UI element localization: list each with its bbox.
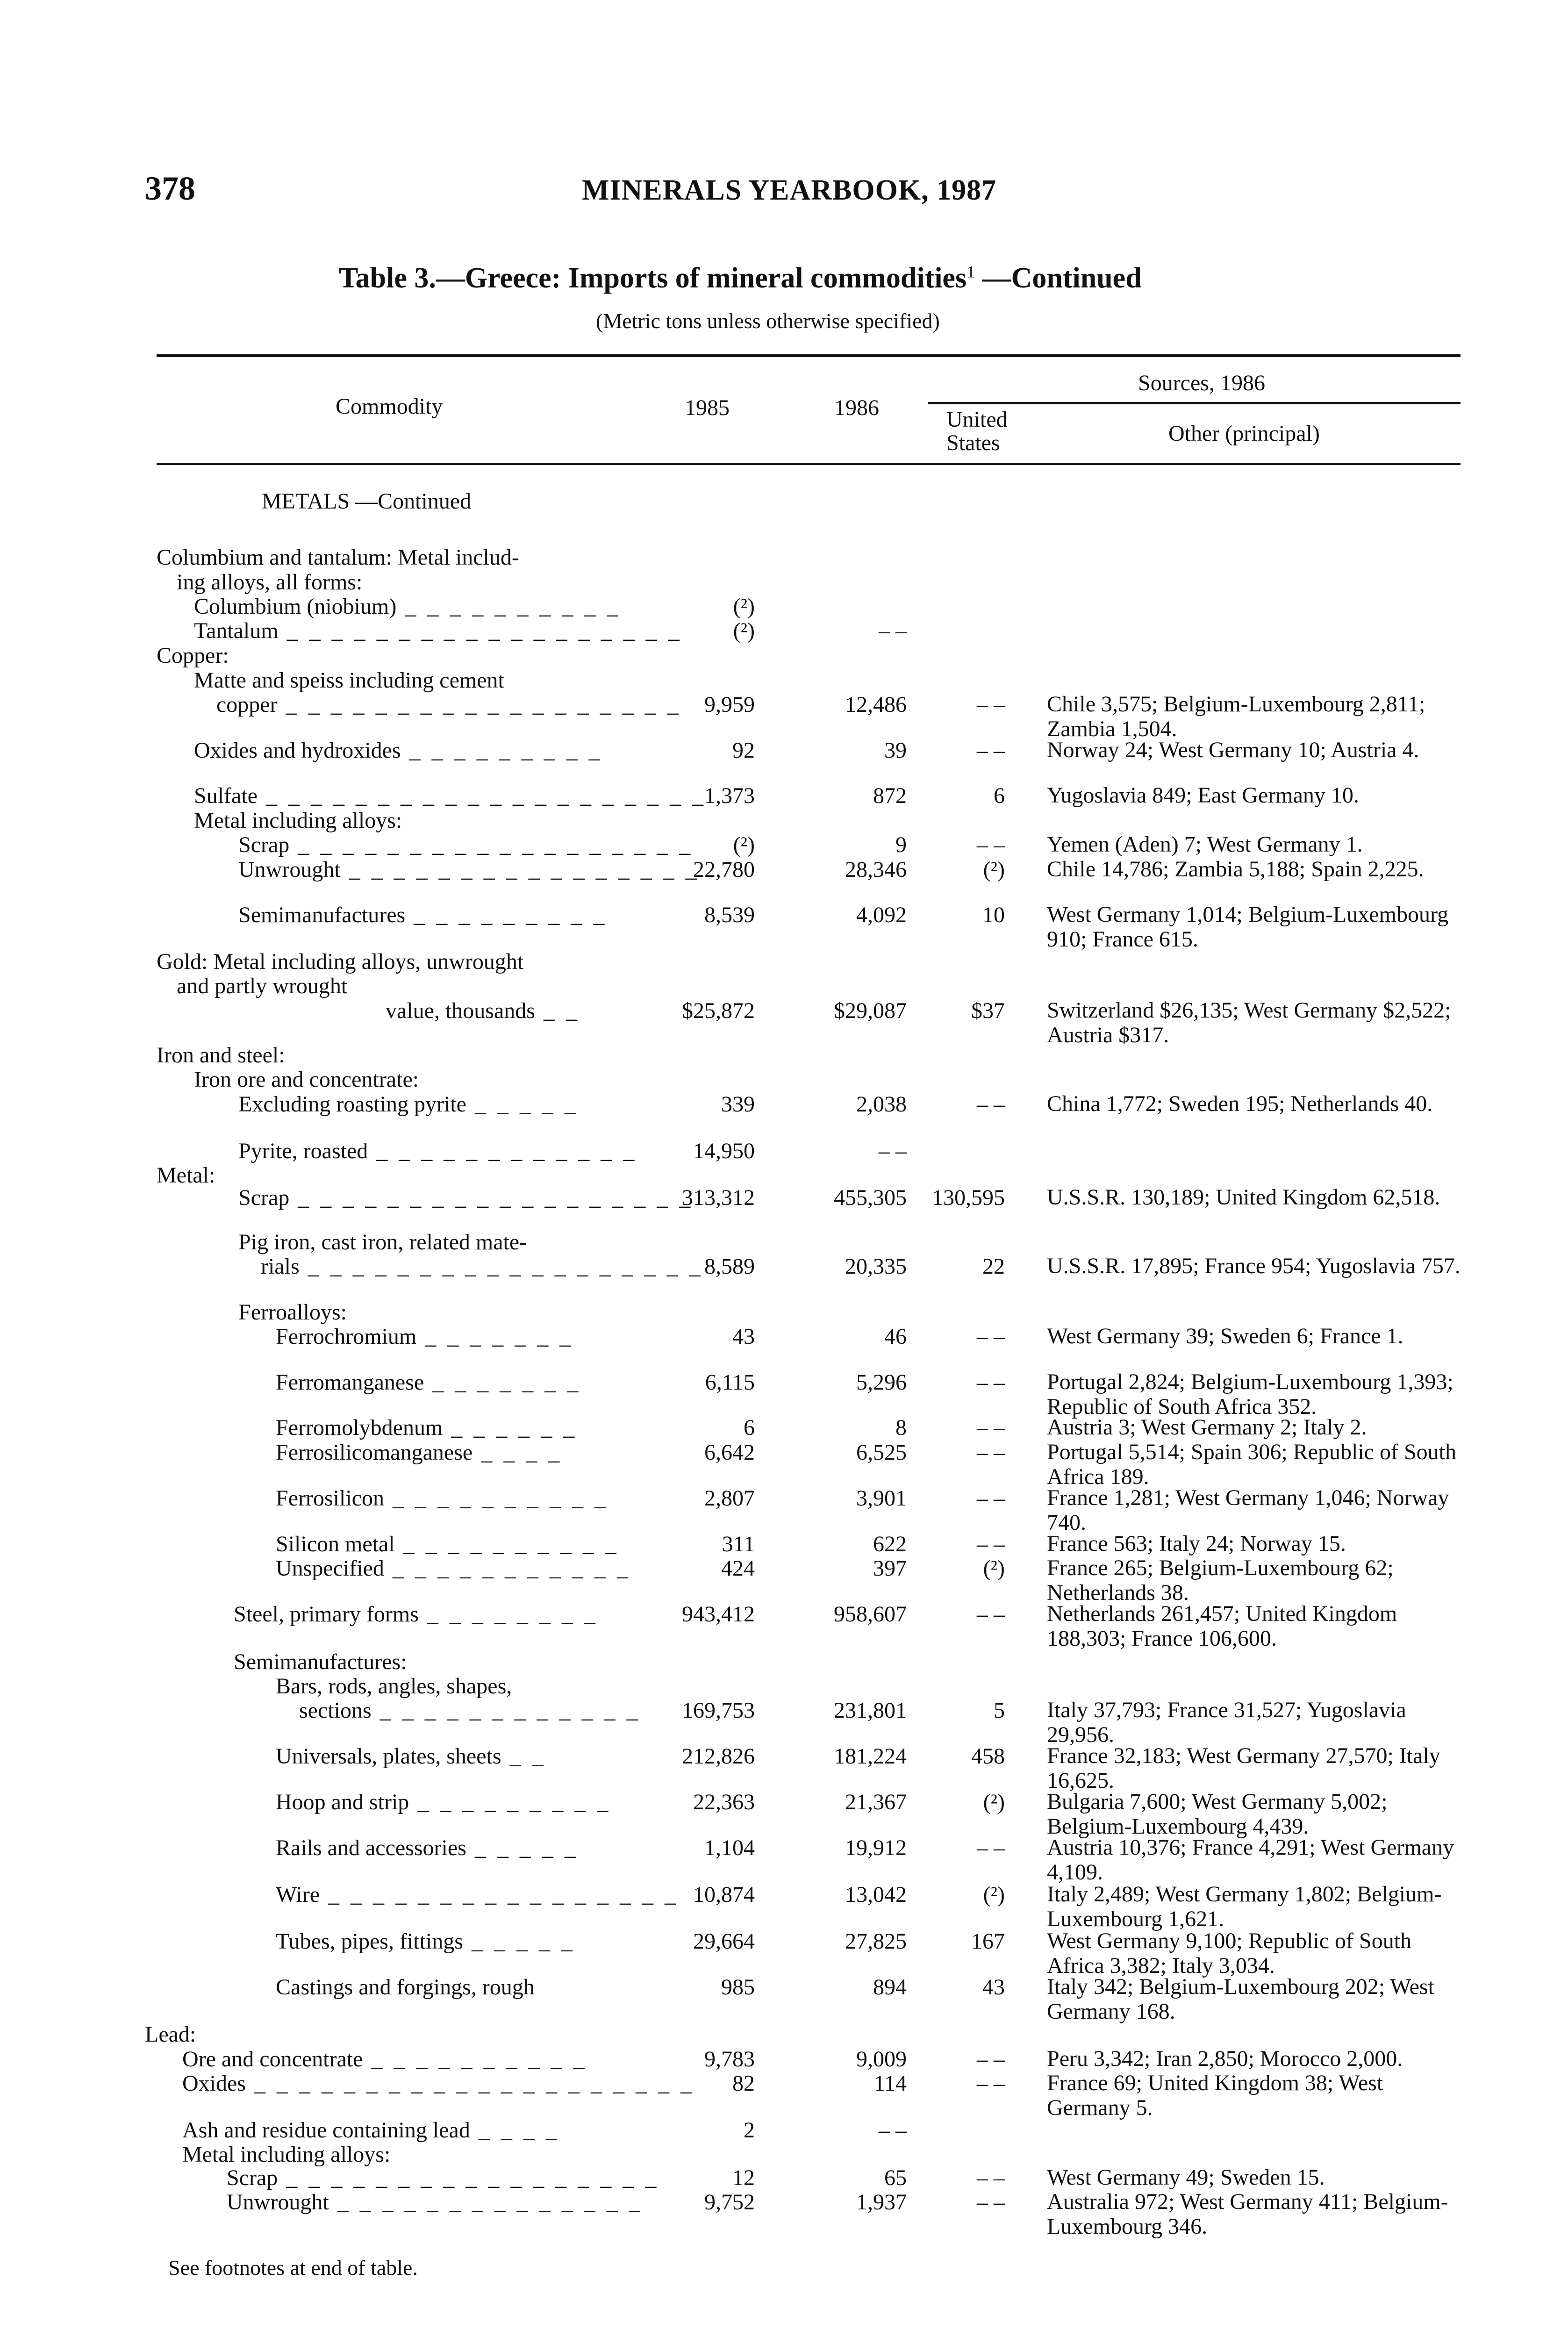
value-united-states: – – (977, 1486, 1005, 1511)
value-1986: 5,296 (856, 1370, 907, 1395)
value-1986: 65 (884, 2165, 907, 2190)
row-label-text: Tantalum (194, 618, 279, 643)
value-1986: 181,224 (834, 1744, 907, 1769)
row-label (276, 1369, 581, 1395)
value-united-states: (²) (983, 857, 1005, 882)
value-1986: 114 (873, 2071, 907, 2096)
value-1985: 14,950 (693, 1139, 755, 1163)
row-label (182, 2142, 390, 2167)
table-title-text: Table 3.—Greece: Imports of mineral commodities (339, 262, 967, 294)
row-label-text: Ash and residue containing lead (182, 2118, 470, 2143)
value-other-principal: Switzerland $26,135; West Germany $2,522; Austria $317. (1047, 998, 1451, 1047)
row-label (276, 1673, 512, 1699)
value-united-states: – – (977, 1835, 1005, 1860)
table-title-suffix: —Continued (975, 262, 1142, 294)
row-label (234, 1649, 407, 1675)
value-other-principal: France 32,183; West Germany 27,570; Italy 16,625. (1047, 1743, 1440, 1793)
value-united-states: – – (977, 2071, 1005, 2096)
value-1986: 19,912 (845, 1835, 907, 1860)
value-united-states: 5 (994, 1698, 1005, 1723)
value-1986: 872 (873, 783, 907, 808)
row-label (276, 1485, 609, 1511)
row-label (194, 618, 682, 644)
value-1985: 1,373 (704, 783, 755, 808)
row-label (238, 857, 700, 882)
value-united-states: $37 (971, 998, 1005, 1023)
row-label-text: Unspecified (276, 1556, 384, 1581)
value-other-principal: France 69; United Kingdom 38; West Germany 5. (1047, 2071, 1383, 2120)
value-united-states: (²) (983, 1790, 1005, 1814)
value-1986: – – (879, 618, 907, 643)
row-label-text: Castings and forgings, rough (276, 1975, 535, 2000)
value-1985: 43 (732, 1324, 755, 1349)
row-label-text: rials (261, 1254, 300, 1279)
leader-dots: _ _ (501, 1744, 546, 1769)
value-united-states: 167 (971, 1929, 1005, 1954)
value-1985: 10,874 (693, 1882, 755, 1907)
value-other-principal: West Germany 49; Sweden 15. (1047, 2165, 1325, 2190)
value-1985: 22,363 (693, 1790, 755, 1814)
row-label-text: Bars, rods, angles, shapes, (276, 1674, 512, 1699)
value-1985: 2,807 (704, 1486, 755, 1511)
value-other-principal: U.S.S.R. 130,189; United Kingdom 62,518. (1047, 1185, 1440, 1210)
row-label-text: copper (216, 692, 278, 717)
value-1986: 622 (873, 1532, 907, 1556)
value-united-states: 130,595 (932, 1185, 1005, 1210)
row-label-text: and partly wrought (177, 974, 348, 998)
value-1985: 8,539 (704, 903, 755, 927)
row-label (157, 1162, 215, 1188)
value-united-states: – – (977, 2165, 1005, 2190)
leader-dots: _ _ _ _ _ _ _ (416, 1324, 574, 1349)
value-united-states: (²) (983, 1882, 1005, 1907)
row-label (276, 1743, 546, 1769)
value-other-principal: Netherlands 261,457; United Kingdom 188,303; France 106,600. (1047, 1601, 1397, 1651)
value-1986: 12,486 (845, 692, 907, 717)
leader-dots: _ _ _ _ _ _ _ _ _ (409, 1790, 611, 1814)
row-label-text: Metal including alloys: (194, 808, 402, 833)
row-label-text: Columbium (niobium) (194, 594, 397, 619)
leader-dots: _ _ _ _ _ _ _ (424, 1370, 581, 1395)
value-other-principal: West Germany 39; Sweden 6; France 1. (1047, 1324, 1403, 1348)
value-1986: 6,525 (856, 1440, 907, 1465)
value-1985: 29,664 (693, 1929, 755, 1954)
row-label-text: Tubes, pipes, fittings (276, 1929, 463, 1954)
row-label-text: Iron ore and concentrate: (194, 1067, 419, 1092)
value-other-principal: Chile 3,575; Belgium-Luxembourg 2,811; Zambia 1,504. (1047, 692, 1425, 741)
value-1986: 39 (884, 738, 907, 763)
table-subtitle: (Metric tons unless otherwise specified) (596, 309, 940, 333)
value-other-principal: Italy 2,489; West Germany 1,802; Belgium-Luxembourg 1,621. (1047, 1882, 1442, 1931)
row-label-text: Scrap (227, 2165, 278, 2190)
value-1986: 27,825 (845, 1929, 907, 1954)
value-1986: 958,607 (834, 1602, 907, 1627)
value-1986: 231,801 (834, 1698, 907, 1723)
row-label (234, 1601, 598, 1627)
leader-dots: _ _ _ _ _ _ _ _ _ (405, 903, 608, 927)
value-united-states: – – (977, 2190, 1005, 2215)
leader-dots: _ _ _ _ _ _ _ _ _ _ _ _ _ _ _ _ (320, 1882, 679, 1907)
value-other-principal: Portugal 5,514; Spain 306; Republic of South Africa 189. (1047, 1440, 1456, 1489)
row-label (276, 1531, 619, 1557)
value-other-principal: Yemen (Aden) 7; West Germany 1. (1047, 832, 1363, 857)
leader-dots: _ _ _ _ _ _ _ _ _ _ _ _ (371, 1698, 641, 1723)
header-states: States (946, 430, 1000, 455)
row-label (262, 488, 471, 514)
row-label (177, 973, 347, 999)
value-1985: 6 (744, 1415, 755, 1440)
value-other-principal: Peru 3,342; Iran 2,850; Morocco 2,000. (1047, 2046, 1403, 2071)
row-label (194, 667, 504, 693)
row-label (261, 1254, 703, 1279)
row-label-text: Unwrought (227, 2190, 329, 2215)
row-label-text: Ferroalloys: (238, 1300, 347, 1325)
value-1985: 943,412 (682, 1602, 755, 1627)
value-1985: (²) (733, 618, 755, 643)
row-label-text: Copper: (157, 643, 229, 668)
value-united-states: – – (977, 1092, 1005, 1117)
row-label (194, 594, 621, 619)
leader-dots: _ _ _ _ _ _ _ _ _ _ _ _ _ _ _ _ _ (278, 2165, 659, 2190)
leader-dots: _ _ _ _ _ (463, 1929, 575, 1954)
value-united-states: – – (977, 1602, 1005, 1627)
row-label-text: Metal: (157, 1163, 215, 1188)
leader-dots: _ _ _ _ (470, 2118, 560, 2143)
row-label (238, 1138, 637, 1164)
row-label (182, 2117, 560, 2143)
leader-dots: _ _ _ _ _ _ _ _ _ _ _ _ _ _ _ _ (340, 857, 700, 882)
row-label-text: Pyrite, roasted (238, 1139, 368, 1163)
leader-dots: _ _ _ _ _ _ _ _ _ _ _ _ _ _ _ _ _ _ (289, 1185, 694, 1210)
row-label-text: Excluding roasting pyrite (238, 1092, 466, 1117)
row-label-text: Ore and concentrate (182, 2047, 363, 2072)
value-other-principal: Italy 342; Belgium-Luxembourg 202; West Germany 168. (1047, 1974, 1434, 2024)
value-1985: 12 (732, 2165, 755, 2190)
running-head: MINERALS YEARBOOK, 1987 (582, 174, 997, 206)
table-title-footnote-ref: 1 (967, 262, 975, 281)
value-1986: 2,038 (856, 1092, 907, 1117)
row-label (157, 643, 229, 668)
row-label-text: sections (299, 1698, 372, 1723)
row-label (276, 1440, 562, 1465)
leader-dots: _ _ _ _ (473, 1440, 563, 1465)
row-label-text: Scrap (238, 832, 290, 857)
row-label-text: Ferrosilicon (276, 1486, 384, 1511)
value-united-states: 22 (982, 1254, 1005, 1279)
leader-dots: _ _ (535, 998, 580, 1023)
value-united-states: – – (977, 1415, 1005, 1440)
value-other-principal: Chile 14,786; Zambia 5,188; Spain 2,225. (1047, 857, 1424, 882)
row-label (194, 1067, 419, 1092)
row-label (182, 2046, 587, 2072)
value-1986: 9,009 (856, 2047, 907, 2072)
value-other-principal: Austria 3; West Germany 2; Italy 2. (1047, 1415, 1367, 1440)
value-united-states: – – (977, 1440, 1005, 1465)
value-other-principal: West Germany 1,014; Belgium-Luxembourg 910; France 615. (1047, 902, 1449, 952)
row-label (276, 1882, 679, 1907)
value-united-states: – – (977, 2047, 1005, 2072)
value-1986: 455,305 (834, 1185, 907, 1210)
row-label (227, 2189, 643, 2215)
value-1985: 6,115 (705, 1370, 755, 1395)
value-united-states: – – (977, 1532, 1005, 1556)
header-sources: Sources, 1986 (1138, 371, 1265, 395)
leader-dots: _ _ _ _ _ _ _ _ _ _ _ _ _ _ _ _ _ _ (289, 832, 694, 857)
row-label-text: Oxides (182, 2071, 246, 2096)
row-label (238, 902, 607, 928)
value-1986: 8 (895, 1415, 907, 1440)
row-label (276, 1556, 631, 1581)
row-label-text: Ferromanganese (276, 1370, 424, 1395)
row-label (238, 1299, 347, 1325)
row-label-text: Unwrought (238, 857, 341, 882)
value-1985: 22,780 (693, 857, 755, 882)
value-other-principal: China 1,772; Sweden 195; Netherlands 40. (1047, 1091, 1433, 1116)
row-label-text: METALS —Continued (262, 489, 472, 514)
value-1985: 8,589 (704, 1254, 755, 1279)
leader-dots: _ _ _ _ _ _ _ _ _ _ _ _ _ _ _ _ _ _ (278, 618, 682, 643)
header-united: United (946, 407, 1008, 432)
header-rule-top (157, 354, 1461, 357)
value-1985: 9,783 (704, 2047, 755, 2072)
value-other-principal: West Germany 9,100; Republic of South Africa 3,382; Italy 3,034. (1047, 1928, 1412, 1978)
value-1985: 1,104 (704, 1835, 755, 1860)
value-united-states: – – (977, 692, 1005, 717)
leader-dots: _ _ _ _ _ _ _ _ _ _ _ _ _ _ _ _ _ _ _ _ (257, 783, 706, 808)
value-other-principal: Bulgaria 7,600; West Germany 5,002; Belgium-Luxembourg 4,439. (1047, 1789, 1388, 1839)
value-1986: 1,937 (856, 2190, 907, 2215)
leader-dots: _ _ _ _ _ _ _ _ _ _ _ _ _ _ _ _ _ _ (299, 1254, 703, 1279)
value-1985: 985 (721, 1975, 755, 2000)
value-other-principal: Portugal 2,824; Belgium-Luxembourg 1,393; Republic of South Africa 352. (1047, 1369, 1453, 1419)
value-other-principal: U.S.S.R. 17,895; France 954; Yugoslavia 757. (1047, 1254, 1461, 1278)
leader-dots: _ _ _ _ _ (466, 1092, 579, 1117)
row-label-text: Ferrosilicomanganese (276, 1440, 473, 1465)
value-1985: $25,872 (682, 998, 755, 1023)
value-1985: 424 (721, 1556, 755, 1581)
table-title (339, 262, 1142, 295)
value-1986: 20,335 (845, 1254, 907, 1279)
value-1985: (²) (733, 594, 755, 619)
row-label (238, 1185, 693, 1211)
row-label (276, 1835, 579, 1861)
row-label-text: Silicon metal (276, 1532, 395, 1556)
value-1986: 9 (895, 832, 907, 857)
footnote-note: See footnotes at end of table. (168, 2256, 418, 2280)
value-1986: 397 (873, 1556, 907, 1581)
row-label (238, 832, 693, 858)
row-label (194, 808, 402, 833)
row-label-text: Gold: Metal including alloys, unwrought (157, 949, 524, 974)
value-1986: – – (879, 1139, 907, 1163)
row-label (216, 692, 681, 717)
row-label-text: Semimanufactures (238, 903, 406, 927)
value-1985: 339 (721, 1092, 755, 1117)
row-label-text: Pig iron, cast iron, related mate- (238, 1230, 527, 1255)
row-label (157, 545, 519, 570)
row-label-text: value, thousands (386, 998, 535, 1023)
header-rule-bottom (157, 463, 1461, 465)
value-1986: – – (879, 2118, 907, 2143)
row-label-text: Rails and accessories (276, 1835, 466, 1860)
leader-dots: _ _ _ _ _ _ _ _ _ _ (363, 2047, 587, 2072)
row-label (386, 998, 580, 1024)
value-united-states: 10 (982, 903, 1005, 927)
value-1986: 3,901 (856, 1486, 907, 1511)
value-1986: 21,367 (845, 1790, 907, 1814)
leader-dots: _ _ _ _ _ _ _ _ _ _ (384, 1486, 609, 1511)
value-1985: 313,312 (682, 1185, 755, 1210)
page-number: 378 (145, 170, 195, 207)
leader-dots: _ _ _ _ _ _ _ _ _ _ _ _ _ _ (329, 2190, 643, 2215)
row-label-text: Steel, primary forms (234, 1602, 419, 1627)
row-label-text: Hoop and strip (276, 1790, 409, 1814)
value-united-states: 6 (994, 783, 1005, 808)
value-1986: 4,092 (856, 903, 907, 927)
header-1986: 1986 (834, 395, 879, 420)
leader-dots: _ _ _ _ _ _ _ _ _ _ (394, 1532, 619, 1556)
value-1985: 311 (722, 1532, 755, 1556)
value-other-principal: France 563; Italy 24; Norway 15. (1047, 1531, 1346, 1556)
row-label (145, 2022, 196, 2047)
row-label (194, 783, 706, 809)
header-commodity: Commodity (336, 394, 443, 419)
value-1986: 894 (873, 1975, 907, 2000)
value-other-principal: France 265; Belgium-Luxembourg 62; Netherlands 38. (1047, 1556, 1394, 1605)
leader-dots: _ _ _ _ _ _ _ _ _ _ _ _ (368, 1139, 637, 1163)
header-rule-sources (928, 402, 1461, 404)
value-other-principal: Australia 972; West Germany 411; Belgium-Luxembourg 346. (1047, 2189, 1448, 2239)
value-other-principal: Norway 24; West Germany 10; Austria 4. (1047, 738, 1419, 762)
value-1986: $29,087 (834, 998, 907, 1023)
row-label-text: Columbium and tantalum: Metal includ- (157, 545, 519, 570)
row-label (238, 1091, 579, 1117)
row-label-text: Scrap (238, 1185, 290, 1210)
value-united-states: – – (977, 1370, 1005, 1395)
value-united-states: – – (977, 738, 1005, 763)
header-other: Other (principal) (1168, 421, 1320, 446)
value-1985: 2 (744, 2118, 755, 2143)
value-other-principal: Italy 37,793; France 31,527; Yugoslavia 29,956. (1047, 1698, 1406, 1747)
row-label (157, 1042, 285, 1068)
row-label (177, 569, 362, 595)
row-label (227, 2165, 659, 2191)
row-label (194, 738, 603, 763)
row-label (157, 949, 523, 975)
value-1986: 13,042 (845, 1882, 907, 1907)
value-1985: 212,826 (682, 1744, 755, 1769)
value-1985: 82 (732, 2071, 755, 2096)
value-1985: 9,959 (704, 692, 755, 717)
value-united-states: – – (977, 832, 1005, 857)
row-label-text: Ferromolybdenum (276, 1415, 443, 1440)
leader-dots: _ _ _ _ _ (466, 1835, 579, 1860)
row-label (276, 1928, 575, 1954)
value-other-principal: Austria 10,376; France 4,291; West Germany 4,109. (1047, 1835, 1454, 1885)
row-label-text: Iron and steel: (157, 1043, 285, 1068)
row-label-text: Metal including alloys: (182, 2142, 391, 2167)
row-label (182, 2071, 695, 2096)
value-other-principal: Yugoslavia 849; East Germany 10. (1047, 783, 1359, 808)
row-label-text: Lead: (145, 2022, 196, 2047)
row-label-text: Matte and speiss including cement (194, 668, 504, 693)
value-1985: 169,753 (682, 1698, 755, 1723)
value-1986: 46 (884, 1324, 907, 1349)
leader-dots: _ _ _ _ _ _ _ _ _ _ _ (384, 1556, 631, 1581)
row-label (299, 1698, 641, 1723)
leader-dots: _ _ _ _ _ _ _ _ _ _ _ _ _ _ _ _ _ _ (277, 692, 681, 717)
value-united-states: 43 (982, 1975, 1005, 2000)
row-label-text: Universals, plates, sheets (276, 1744, 501, 1769)
value-1985: 92 (732, 738, 755, 763)
value-1986: 28,346 (845, 857, 907, 882)
row-label (276, 1324, 573, 1349)
row-label-text: Semimanufactures: (234, 1649, 407, 1674)
row-label (276, 1415, 577, 1441)
header-1985: 1985 (685, 395, 730, 420)
row-label-text: Wire (276, 1882, 320, 1907)
value-united-states: 458 (971, 1744, 1005, 1769)
row-label-text: Sulfate (194, 783, 258, 808)
row-label-text: Oxides and hydroxides (194, 738, 401, 763)
leader-dots: _ _ _ _ _ _ _ _ (418, 1602, 598, 1627)
leader-dots: _ _ _ _ _ _ (443, 1415, 578, 1440)
leader-dots: _ _ _ _ _ _ _ _ _ _ _ _ _ _ _ _ _ _ _ _ (245, 2071, 695, 2096)
value-united-states: (²) (983, 1556, 1005, 1581)
leader-dots: _ _ _ _ _ _ _ _ _ (401, 738, 603, 763)
row-label-text: ing alloys, all forms: (177, 570, 363, 595)
leader-dots: _ _ _ _ _ _ _ _ _ _ (396, 594, 621, 619)
value-1985: 6,642 (704, 1440, 755, 1465)
value-1985: (²) (733, 832, 755, 857)
value-united-states: – – (977, 1324, 1005, 1349)
value-other-principal: France 1,281; West Germany 1,046; Norway 740. (1047, 1485, 1449, 1535)
row-label (276, 1974, 535, 2000)
value-1985: 9,752 (704, 2190, 755, 2215)
row-label (238, 1229, 527, 1255)
row-label (276, 1789, 611, 1815)
row-label-text: Ferrochromium (276, 1324, 417, 1349)
